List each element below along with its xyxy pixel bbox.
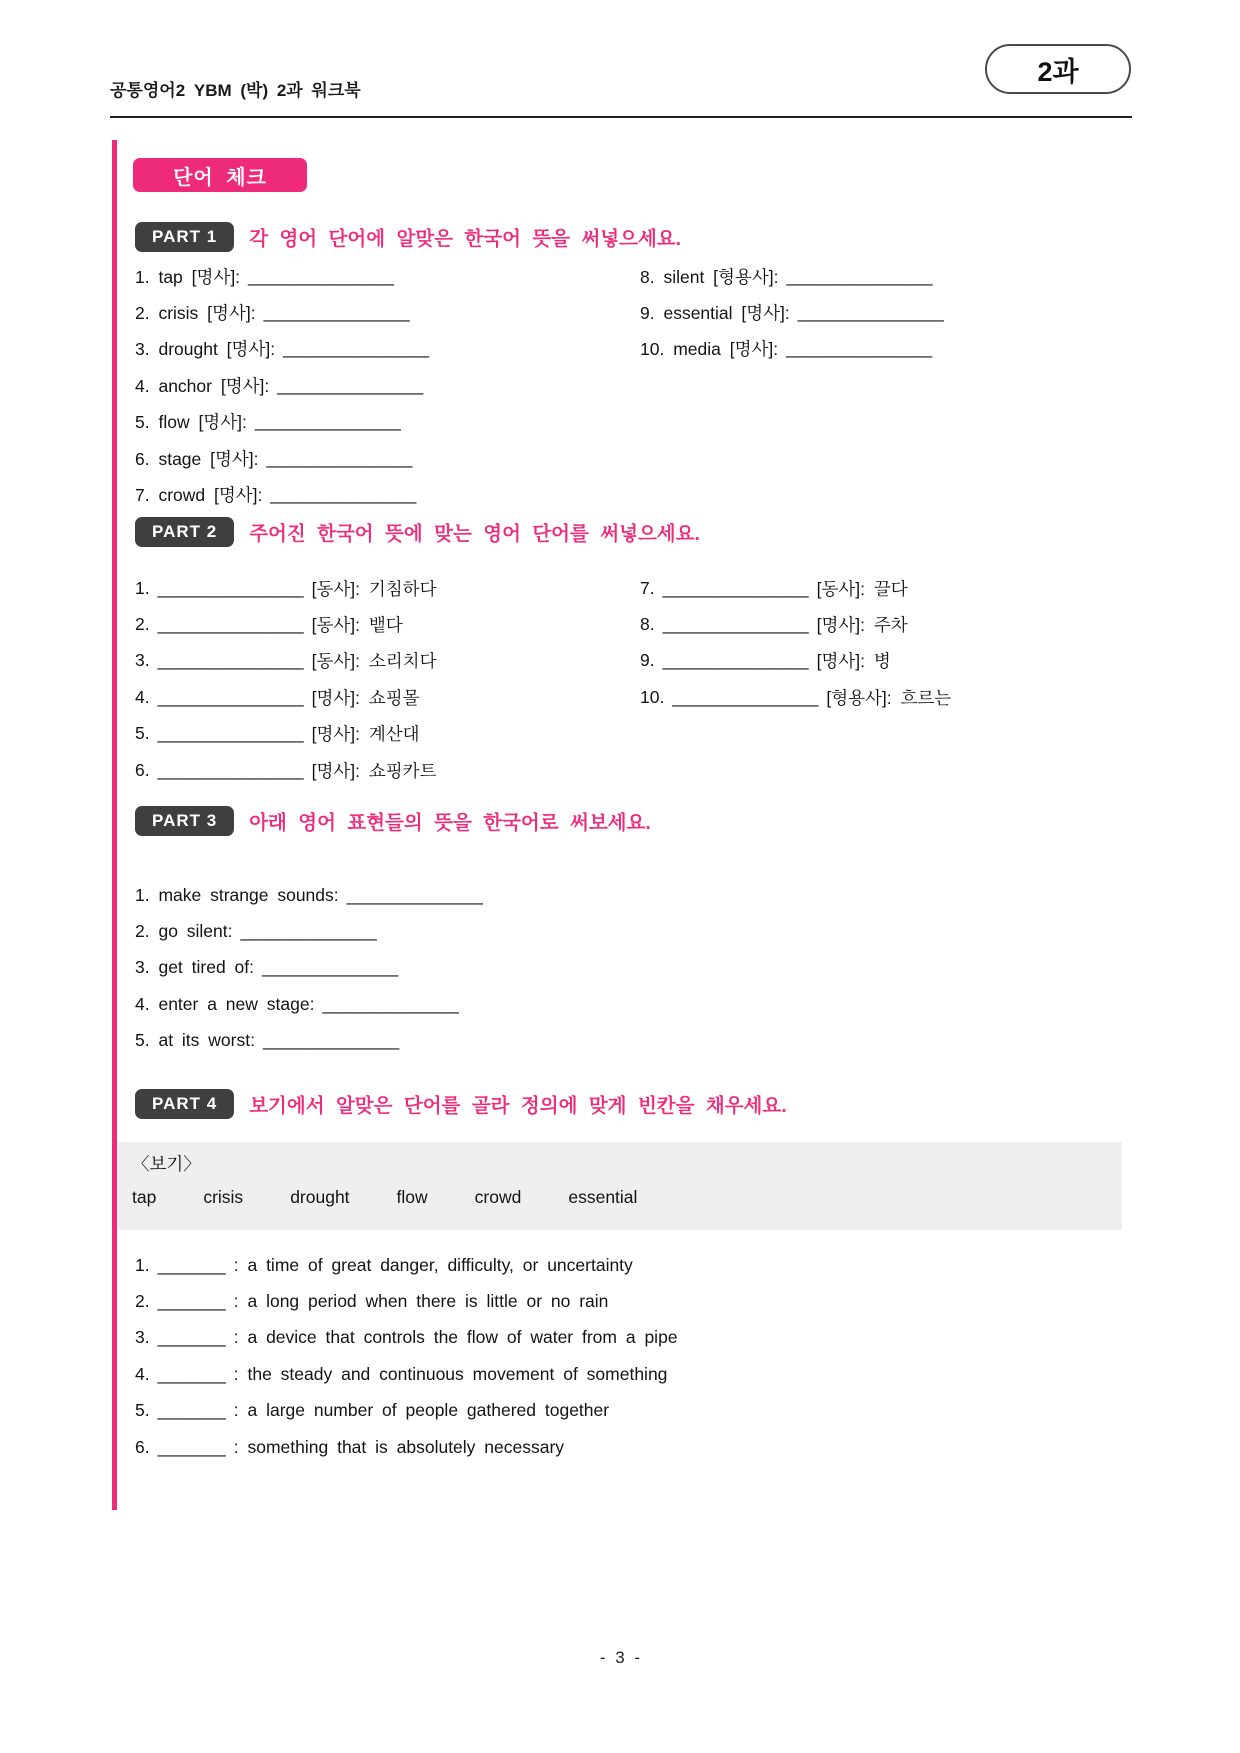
part2-right-column bbox=[640, 570, 951, 716]
section-title-badge: 단어 체크 bbox=[133, 158, 307, 192]
vocab-item bbox=[135, 258, 429, 294]
definition-text: : something that is absolutely necessary bbox=[233, 1436, 565, 1457]
answer-blank: _______________ bbox=[157, 723, 304, 744]
item-label: 7. crowd [명사]: bbox=[135, 485, 263, 506]
vocab-item bbox=[640, 679, 951, 715]
word-bank-word: drought bbox=[290, 1187, 350, 1207]
part2-instruction: 주어진 한국어 뜻에 맞는 영어 단어를 써넣으세요. bbox=[249, 523, 700, 545]
header-divider bbox=[110, 116, 1132, 118]
answer-blank: _______ bbox=[157, 1291, 226, 1312]
part2-left-column bbox=[135, 570, 437, 788]
vocab-item bbox=[135, 679, 437, 715]
vocab-item bbox=[640, 294, 944, 330]
definition-text: : a device that controls the flow of water from a pipe bbox=[233, 1327, 678, 1348]
answer-blank: _______________ bbox=[157, 614, 304, 635]
answer-blank: _______________ bbox=[786, 265, 933, 286]
definition-text: : a large number of people gathered together bbox=[233, 1400, 610, 1421]
item-label: [동사]: 기침하다 bbox=[311, 578, 437, 599]
expression-item bbox=[135, 877, 483, 913]
word-bank-box bbox=[118, 1142, 1122, 1230]
part1-instruction: 각 영어 단어에 알맞은 한국어 뜻을 써넣으세요. bbox=[249, 228, 682, 250]
answer-blank: _______ bbox=[157, 1327, 226, 1348]
item-label: 4. anchor [명사]: bbox=[135, 375, 270, 396]
answer-blank: _______________ bbox=[266, 447, 413, 468]
item-label: 10. media [명사]: bbox=[640, 339, 779, 360]
answer-blank: _______________ bbox=[157, 650, 304, 671]
answer-blank: _______________ bbox=[157, 577, 304, 598]
vocab-item bbox=[640, 606, 951, 642]
item-label: [명사]: 쇼핑몰 bbox=[311, 687, 420, 708]
answer-blank: _______________ bbox=[248, 265, 395, 286]
part4-instruction: 보기에서 알맞은 단어를 골라 정의에 맞게 빈칸을 채우세요. bbox=[249, 1095, 787, 1117]
item-label: [명사]: 주차 bbox=[816, 615, 908, 636]
word-bank-label: 〈보기〉 bbox=[132, 1154, 201, 1174]
item-number: 5. bbox=[135, 1400, 150, 1421]
vocab-item bbox=[135, 367, 429, 403]
answer-blank: ______________ bbox=[346, 884, 483, 905]
item-label: 3. drought [명사]: bbox=[135, 339, 276, 360]
word-bank-word: essential bbox=[568, 1187, 638, 1207]
item-label: [형용사]: 흐르는 bbox=[826, 687, 952, 708]
vocab-item bbox=[135, 606, 437, 642]
vocab-item bbox=[640, 643, 951, 679]
answer-blank: _______________ bbox=[157, 759, 304, 780]
word-bank-word: flow bbox=[396, 1187, 428, 1207]
answer-blank: ______________ bbox=[262, 1030, 400, 1051]
item-number: 1. bbox=[135, 1254, 150, 1275]
item-label: 3. get tired of: bbox=[135, 957, 255, 978]
item-label: 2. crisis [명사]: bbox=[135, 303, 256, 324]
item-number: 6. bbox=[135, 1436, 150, 1457]
vocab-item bbox=[135, 752, 437, 788]
answer-blank: ______________ bbox=[240, 921, 377, 942]
definition-item bbox=[135, 1247, 678, 1283]
part3-badge: PART 3 bbox=[135, 806, 234, 836]
item-label: [명사]: 계산대 bbox=[311, 724, 420, 745]
item-label: [동사]: 끌다 bbox=[816, 578, 908, 599]
vocab-item bbox=[640, 331, 944, 367]
item-label: 5. at its worst: bbox=[135, 1030, 255, 1051]
expression-item bbox=[135, 986, 483, 1022]
definition-text: : a time of great danger, difficulty, or uncertainty bbox=[233, 1254, 633, 1275]
word-bank-words bbox=[132, 1187, 1108, 1208]
item-number: 7. bbox=[640, 577, 655, 598]
answer-blank: ______________ bbox=[262, 957, 399, 978]
answer-blank: _______________ bbox=[786, 338, 933, 359]
definition-text: : the steady and continuous movement of something bbox=[233, 1363, 668, 1384]
definition-item bbox=[135, 1393, 678, 1429]
part2-badge: PART 2 bbox=[135, 517, 234, 547]
item-label: 6. stage [명사]: bbox=[135, 448, 259, 469]
definition-text: : a long period when there is little or no rain bbox=[233, 1291, 609, 1312]
part4-header bbox=[135, 1089, 787, 1119]
part1-badge: PART 1 bbox=[135, 222, 234, 252]
vocab-item bbox=[135, 331, 429, 367]
answer-blank: _______________ bbox=[277, 374, 424, 395]
item-label: 8. silent [형용사]: bbox=[640, 266, 779, 287]
answer-blank: _______ bbox=[157, 1436, 226, 1457]
item-label: [명사]: 쇼핑카트 bbox=[311, 760, 437, 781]
part4-list bbox=[135, 1247, 678, 1465]
item-number: 1. bbox=[135, 577, 150, 598]
answer-blank: _______ bbox=[157, 1254, 226, 1275]
answer-blank: _______________ bbox=[662, 650, 809, 671]
word-bank-word: tap bbox=[132, 1187, 157, 1207]
part3-header bbox=[135, 806, 651, 836]
item-number: 4. bbox=[135, 1363, 150, 1384]
definition-item bbox=[135, 1283, 678, 1319]
item-number: 8. bbox=[640, 614, 655, 635]
vocab-item bbox=[135, 570, 437, 606]
vocab-item bbox=[135, 716, 437, 752]
vocab-item bbox=[135, 643, 437, 679]
item-label: 4. enter a new stage: bbox=[135, 993, 315, 1014]
vocab-item bbox=[640, 258, 944, 294]
part2-header bbox=[135, 517, 700, 547]
answer-blank: _______________ bbox=[254, 411, 401, 432]
part1-right-column bbox=[640, 258, 944, 367]
item-number: 9. bbox=[640, 650, 655, 671]
item-label: 9. essential [명사]: bbox=[640, 303, 790, 324]
part4-badge: PART 4 bbox=[135, 1089, 234, 1119]
answer-blank: _______________ bbox=[662, 577, 809, 598]
part1-header bbox=[135, 222, 681, 252]
accent-side-bar bbox=[112, 140, 117, 1510]
part3-list bbox=[135, 877, 483, 1059]
word-bank-word: crisis bbox=[203, 1187, 244, 1207]
page-number: - 3 - bbox=[599, 1648, 641, 1667]
item-number: 3. bbox=[135, 650, 150, 671]
answer-blank: _______________ bbox=[283, 338, 430, 359]
vocab-item bbox=[135, 404, 429, 440]
item-number: 6. bbox=[135, 759, 150, 780]
vocab-item bbox=[135, 440, 429, 476]
item-number: 3. bbox=[135, 1327, 150, 1348]
vocab-item bbox=[135, 294, 429, 330]
answer-blank: _______________ bbox=[157, 686, 304, 707]
item-label: 5. flow [명사]: bbox=[135, 412, 247, 433]
answer-blank: _______________ bbox=[797, 302, 944, 323]
answer-blank: _______________ bbox=[263, 302, 410, 323]
word-bank-word: crowd bbox=[474, 1187, 522, 1207]
answer-blank: _______________ bbox=[662, 614, 809, 635]
item-label: 1. make strange sounds: bbox=[135, 884, 339, 905]
expression-item bbox=[135, 950, 483, 986]
definition-item bbox=[135, 1429, 678, 1465]
item-label: [명사]: 병 bbox=[816, 651, 891, 672]
answer-blank: _______________ bbox=[270, 484, 417, 505]
item-number: 2. bbox=[135, 614, 150, 635]
chapter-badge: 2과 bbox=[985, 44, 1131, 94]
part3-instruction: 아래 영어 표현들의 뜻을 한국어로 써보세요. bbox=[249, 812, 651, 834]
item-number: 4. bbox=[135, 686, 150, 707]
document-title: 공통영어2 YBM (박) 2과 워크북 bbox=[110, 81, 361, 100]
vocab-item bbox=[135, 476, 429, 512]
answer-blank: _______ bbox=[157, 1400, 226, 1421]
item-number: 2. bbox=[135, 1291, 150, 1312]
answer-blank: _______________ bbox=[672, 686, 819, 707]
definition-item bbox=[135, 1356, 678, 1392]
item-number: 10. bbox=[640, 686, 665, 707]
part1-left-column bbox=[135, 258, 429, 513]
item-label: [동사]: 소리치다 bbox=[311, 651, 437, 672]
answer-blank: _______ bbox=[157, 1363, 226, 1384]
answer-blank: ______________ bbox=[322, 993, 459, 1014]
definition-item bbox=[135, 1320, 678, 1356]
item-label: [동사]: 뱉다 bbox=[311, 615, 403, 636]
vocab-item bbox=[640, 570, 951, 606]
item-label: 2. go silent: bbox=[135, 921, 233, 942]
item-number: 5. bbox=[135, 723, 150, 744]
expression-item bbox=[135, 913, 483, 949]
expression-item bbox=[135, 1023, 483, 1059]
item-label: 1. tap [명사]: bbox=[135, 266, 241, 287]
